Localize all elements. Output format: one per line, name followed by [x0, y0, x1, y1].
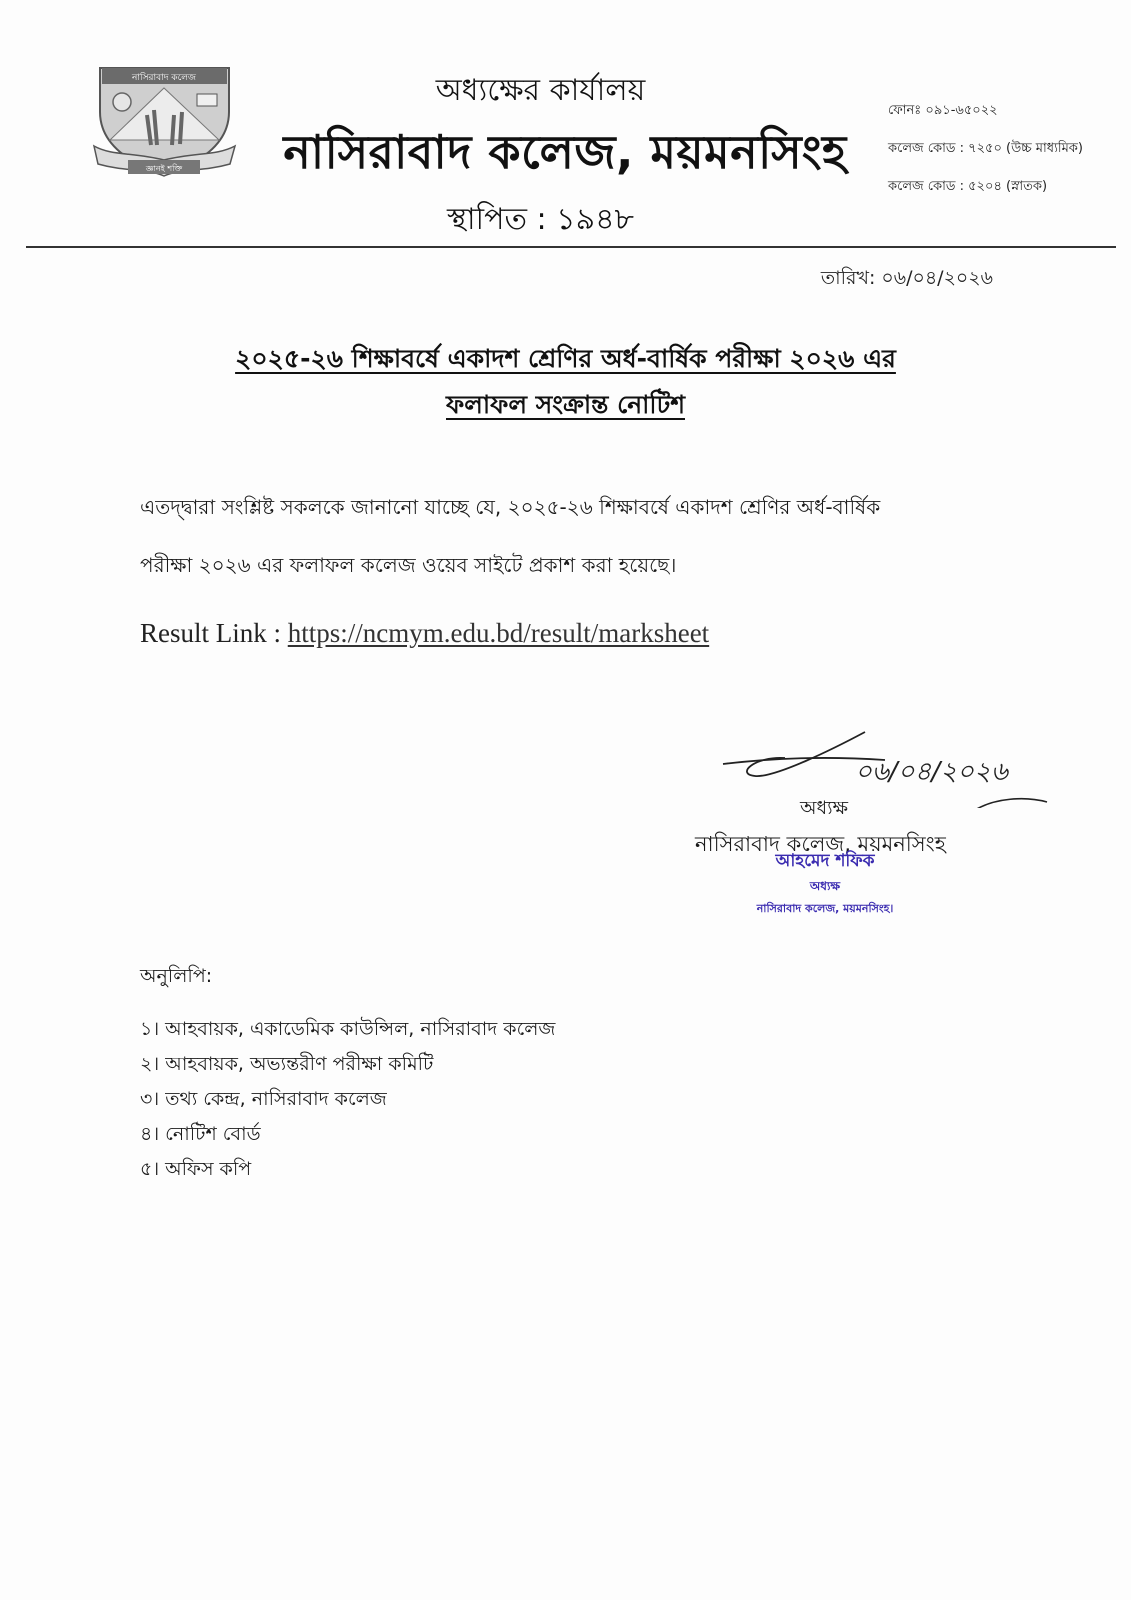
- office-title: অধ্যক্ষের কার্যালয়: [435, 73, 646, 108]
- established-year: স্থাপিত : ১৯৪৮: [446, 202, 635, 237]
- handwritten-signature: [715, 728, 1055, 808]
- stamp-name: আহমেদ শফিক: [775, 851, 875, 871]
- college-code-degree: কলেজ কোড : ৫২০৪ (স্নাতক): [888, 179, 1048, 194]
- result-link-url[interactable]: https://ncmym.edu.bd/result/marksheet: [287, 618, 710, 648]
- body-line-1: এতদ্দ্বারা সংশ্লিষ্ট সকলকে জানানো যাচ্ছে যে, ২০২৫-২৬ শিক্ষাবর্ষে একাদশ শ্রেণির অর্ধ-বার্ষিক: [140, 495, 881, 519]
- svg-text:০৬/০৪/২০২৬: ০৬/০৪/২০২৬: [855, 757, 1008, 787]
- subject-line-1: ২০২৫-২৬ শিক্ষাবর্ষে একাদশ শ্রেণির অর্ধ-বার্ষিক পরীক্ষা ২০২৬ এর: [235, 344, 896, 373]
- copy-item: ৪। নোটিশ বোর্ড: [140, 1123, 261, 1145]
- copy-item: ১। আহবায়ক, একাডেমিক কাউন্সিল, নাসিরাবাদ কলেজ: [140, 1018, 556, 1040]
- copy-item: ২। আহবায়ক, অভ্যন্তরীণ পরীক্ষা কমিটি: [140, 1053, 434, 1075]
- college-code-hsc: কলেজ কোড : ৭২৫০ (উচ্চ মাধ্যমিক): [888, 141, 1083, 156]
- result-link-label: Result Link :: [140, 618, 288, 648]
- copies-list: [140, 1012, 555, 1187]
- svg-text:নাসিরাবাদ কলেজ: নাসিরাবাদ কলেজ: [132, 73, 196, 83]
- copy-item: ৫। অফিস কপি: [140, 1158, 252, 1180]
- subject-line-2: ফলাফল সংক্রান্ত নোটিশ: [446, 390, 685, 419]
- signatory-organization: নাসিরাবাদ কলেজ, ময়মনসিংহ: [695, 832, 946, 856]
- notice-subject: [0, 336, 1131, 428]
- stamp-role: অধ্যক্ষ: [809, 879, 841, 893]
- college-name: নাসিরাবাদ কলেজ, ময়মনসিংহ: [283, 125, 847, 179]
- phone-number: ফোনঃ ০৯১-৬৫০২২: [888, 103, 998, 118]
- header-divider: [26, 246, 1116, 248]
- notice-body: [140, 478, 1020, 594]
- body-line-2: পরীক্ষা ২০২৬ এর ফলাফল কলেজ ওয়েব সাইটে প্রকাশ করা হয়েছে।: [140, 553, 677, 577]
- notice-date: তারিখ: ০৬/০৪/২০২৬: [820, 267, 993, 289]
- result-link-row: [140, 618, 709, 649]
- contact-info: [888, 92, 1083, 206]
- signatory-title: অধ্যক্ষ: [800, 797, 849, 819]
- copies-label: অনুলিপি:: [140, 965, 213, 987]
- official-seal-stamp: [720, 848, 930, 919]
- stamp-organization: নাসিরাবাদ কলেজ, ময়মনসিংহ।: [756, 902, 894, 915]
- svg-text:জ্ঞানই শক্তি: জ্ঞানই শক্তি: [145, 164, 183, 173]
- copy-item: ৩। তথ্য কেন্দ্র, নাসিরাবাদ কলেজ: [140, 1088, 387, 1110]
